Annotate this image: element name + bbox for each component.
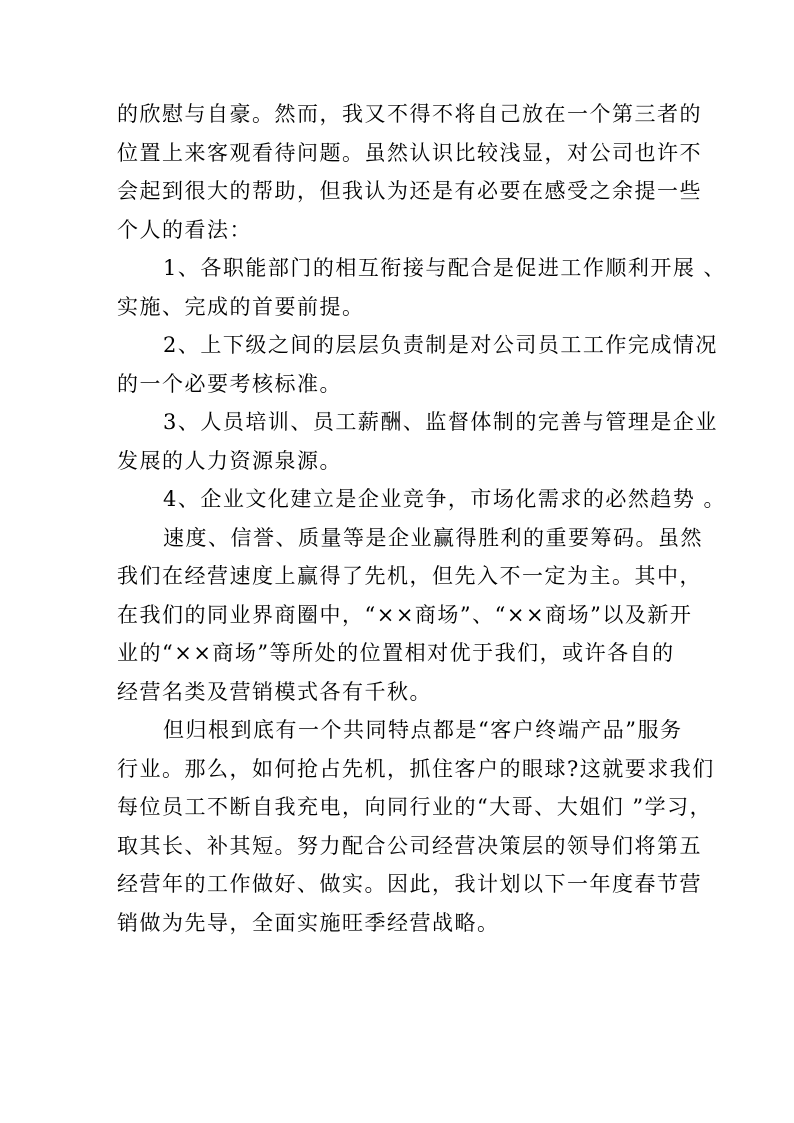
text-line: 的一个必要考核标准。 xyxy=(117,371,342,396)
text-line: 位置上来客观看待问题。虽然认识比较浅显，对公司也许不 xyxy=(117,140,702,165)
text-line: 在我们的同业界商圈中，“××商场”、“××商场”以及新开 xyxy=(117,602,693,627)
text-line: 经营年的工作做好、做实。因此，我计划以下一年度春节营 xyxy=(117,872,702,896)
text-line: 每位员工不断自我充电，向同行业的“大哥、大姐们 ”学习， xyxy=(117,795,713,819)
text-line: 发展的人力资源泉源。 xyxy=(117,448,342,473)
text-line: 业的“××商场”等所处的位置相对优于我们，或许各自的 xyxy=(117,641,675,665)
list-item-3-line: 3、人员培训、员工薪酬、监督体制的完善与管理是企业 xyxy=(163,410,718,434)
text-line: 会起到很大的帮助，但我认为还是有必要在感受之余提一些 xyxy=(117,179,702,203)
text-line: 经营名类及营销模式各有千秋。 xyxy=(117,679,432,704)
document-body xyxy=(117,95,727,942)
text-line: 的欣慰与自豪。然而，我又不得不将自己放在一个第三者的 xyxy=(117,102,702,126)
list-item-1-line: 1、各职能部门的相互衔接与配合是促进工作顺利开展 、 xyxy=(163,256,727,280)
text-line: 实施、完成的首要前提。 xyxy=(117,294,365,319)
text-line: 销做为先导，全面实施旺季经营战略。 xyxy=(117,910,500,935)
list-item-4-line: 4、企业文化建立是企业竞争，市场化需求的必然趋势 。 xyxy=(163,487,727,511)
text-line: 行业。那么，如何抢占先机，抓住客户的眼球?这就要求我们 xyxy=(117,756,715,781)
text-line: 取其长、补其短。努力配合公司经营决策层的领导们将第五 xyxy=(117,833,702,858)
list-item-2-line: 2、上下级之间的层层负责制是对公司员工工作完成情况 xyxy=(163,333,718,357)
text-line: 我们在经营速度上赢得了先机，但先入不一定为主。其中， xyxy=(117,564,702,588)
paragraph-start-line: 但归根到底有一个共同特点都是“客户终端产品”服务 xyxy=(163,718,683,742)
text-line: 个人的看法： xyxy=(117,217,252,242)
paragraph-start-line: 速度、信誉、质量等是企业赢得胜利的重要筹码。虽然 xyxy=(163,525,703,550)
